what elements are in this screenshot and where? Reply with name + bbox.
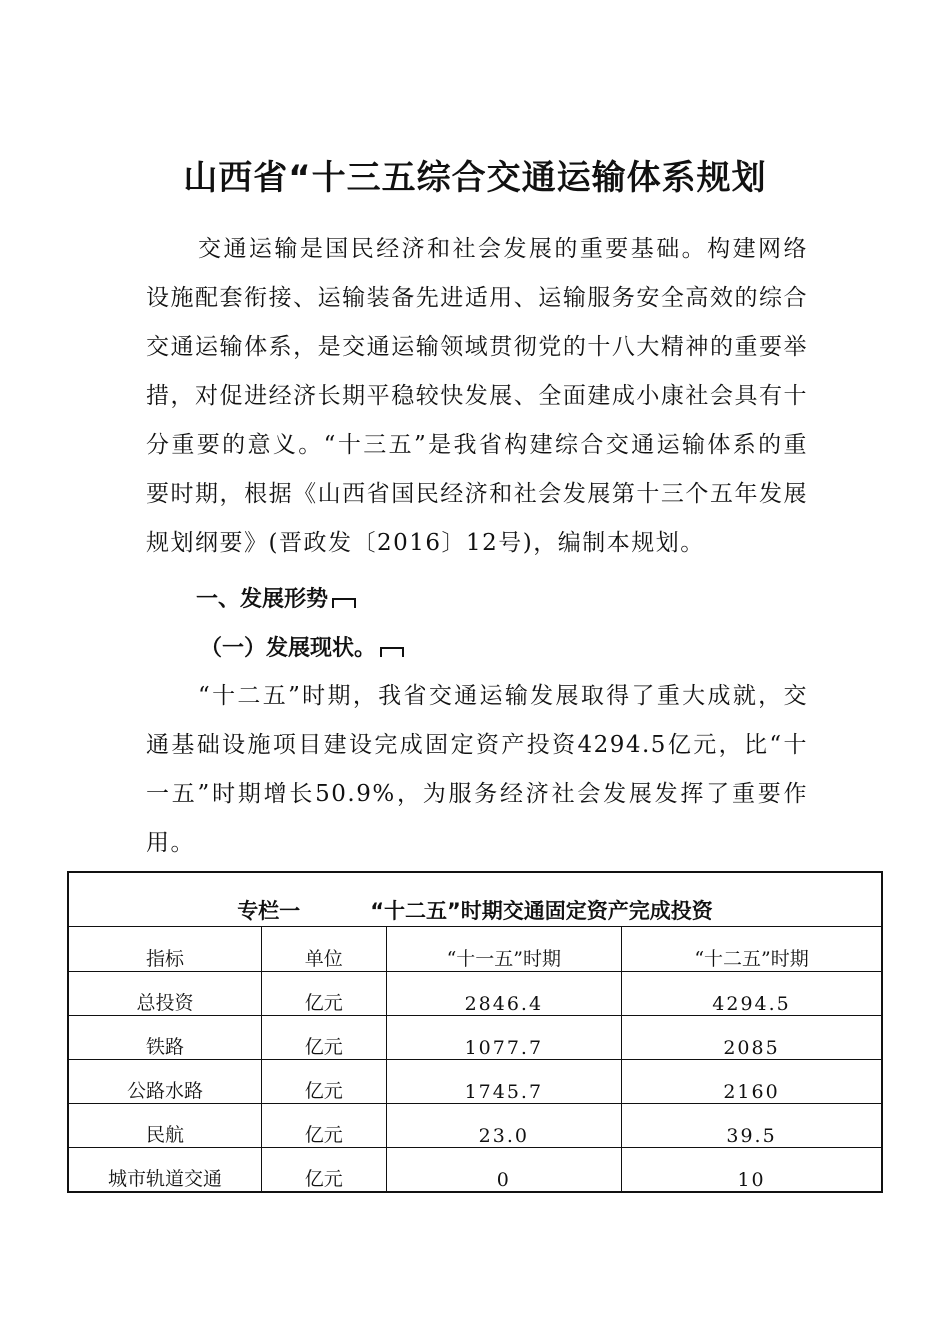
row-12th-value: 2085 [622,1016,882,1060]
row-indicator: 民航 [68,1104,261,1148]
section-heading-text: 一、发展形势 [196,587,329,612]
section-heading [196,575,356,624]
row-unit: 亿元 [261,1148,386,1193]
row-indicator: 公路水路 [68,1060,261,1104]
row-12th-value: 2160 [622,1060,882,1104]
row-11th-value: 1077.7 [386,1016,621,1060]
row-unit: 亿元 [261,972,386,1016]
header-unit: 单位 [261,927,386,972]
intro-paragraph: 交通运输是国民经济和社会发展的重要基础。构建网络设施配套衔接、运输装备先进适用、运输服务安全高效的综合交通运输体系，是交通运输领域贯彻党的十八大精神的重要举措，对促进经济长期平稳较快发展、全面建成小康社会具有十分重要的意义。“十三五”是我省构建综合交通运输体系的重要时期，根据《山西省国民经济和社会发展第十三个五年发展规划纲要》(晋政发〔2016〕12号)，编制本规划。 [146,236,808,556]
table-column-label: 专栏一 [237,899,301,923]
table-caption [68,872,882,927]
header-indicator: 指标 [68,927,261,972]
table-row [68,1060,882,1104]
row-11th-value: 0 [386,1148,621,1193]
table-row [68,1016,882,1060]
table-caption-text: “十二五”时期交通固定资产完成投资 [370,899,713,923]
row-unit: 亿元 [261,1016,386,1060]
row-unit: 亿元 [261,1104,386,1148]
row-unit: 亿元 [261,1060,386,1104]
table-header-row [68,927,882,972]
row-indicator: 铁路 [68,1016,261,1060]
bracket-mark-icon [332,598,356,608]
row-indicator: 总投资 [68,972,261,1016]
row-12th-value: 39.5 [622,1104,882,1148]
header-12th-plan: “十二五”时期 [622,927,882,972]
row-11th-value: 2846.4 [386,972,621,1016]
row-12th-value: 10 [622,1148,882,1193]
bracket-mark-icon [380,647,404,657]
subsection-heading [200,624,404,673]
table-caption-row [68,872,882,927]
row-11th-value: 23.0 [386,1104,621,1148]
table-row [68,972,882,1016]
row-11th-value: 1745.7 [386,1060,621,1104]
investment-table [67,871,883,1193]
row-indicator: 城市轨道交通 [68,1148,261,1193]
row-12th-value: 4294.5 [622,972,882,1016]
table-row [68,1104,882,1148]
document-title: 山西省“十三五综合交通运输体系规划 [183,158,767,198]
subsection-heading-text: （一）发展现状。 [200,636,377,661]
status-paragraph: “十二五”时期，我省交通运输发展取得了重大成就，交通基础设施项目建设完成固定资产投资4294.5亿元，比“十一五”时期增长50.9%，为服务经济社会发展发挥了重要作用。 [146,683,808,856]
table-row [68,1148,882,1193]
header-11th-plan: “十一五”时期 [386,927,621,972]
